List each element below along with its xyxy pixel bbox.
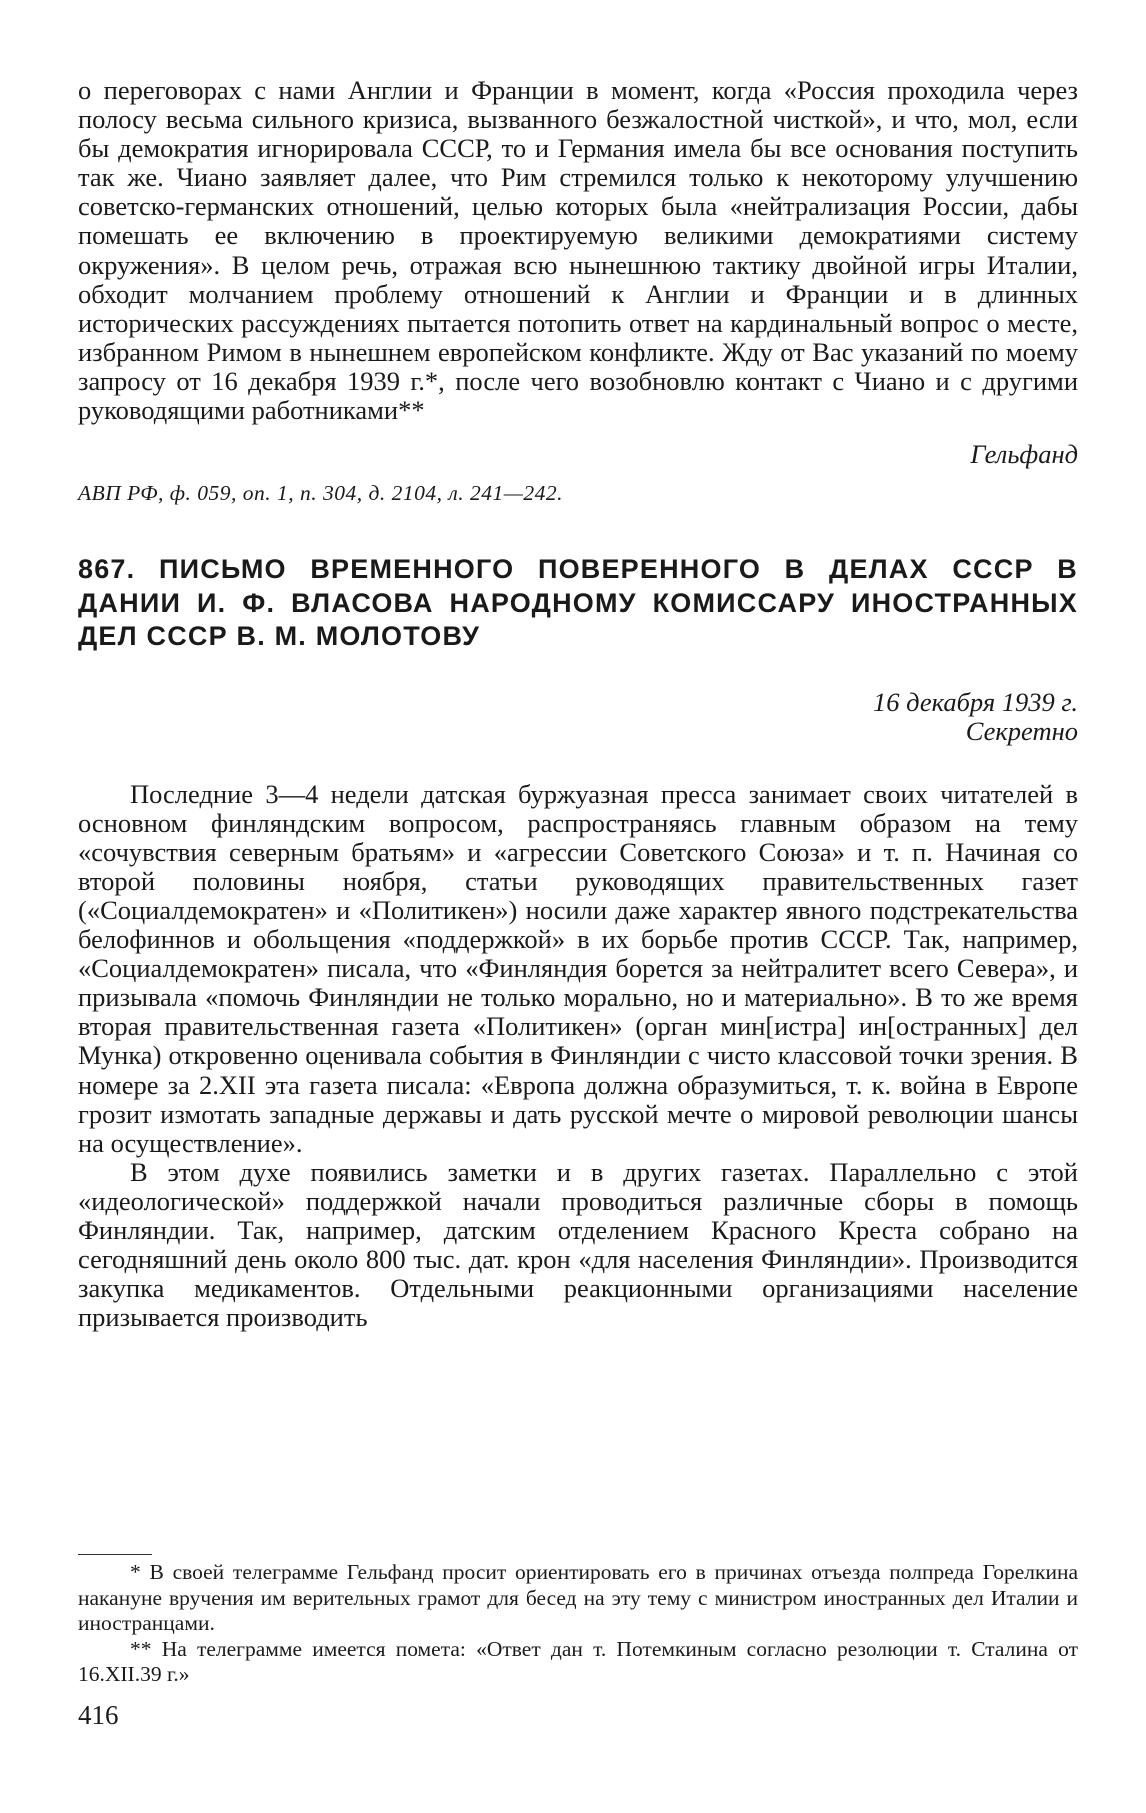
footnotes bbox=[78, 1560, 1078, 1688]
document-heading: 867. ПИСЬМО ВРЕМЕННОГО ПОВЕРЕННОГО В ДЕЛАХ СССР В ДАНИИ И. Ф. ВЛАСОВА НАРОДНОМУ КОМИССАРУ ИНОСТРАННЫХ ДЕЛ СССР В. М. МОЛОТОВУ bbox=[78, 554, 1078, 652]
page-number: 416 bbox=[78, 1700, 119, 1730]
footnote-separator bbox=[78, 1554, 152, 1555]
letter-paragraph: Последние 3—4 недели датская буржуазная пресса занимает своих читателей в основном финляндским вопросом, распространяясь главным образом на тему «сочувствия северным братьям» и «агрессии Советского Союза» и т. п. Начиная со второй половины ноября, статьи руководящих правительственных газет («Социалдемократен» и «Политикен») носили даже характер явного подстрекательства белофиннов и обольщения «поддержкой» в их борьбе против СССР. Так, например, «Социалдемократен» писала, что «Финляндия борется за нейтралитет всего Севера», и призывала «помочь Финляндии не только морально, но и материально». В то же время вторая правительственная газета «Политикен» (орган мин[истра] ин[остранных] дел Мунка) откровенно оценивала события в Финляндии с чисто классовой точки зрения. В номере за 2.XII эта газета писала: «Европа должна образумиться, т. к. война в Европе грозит измотать западные державы и дать русской мечте о мировой революции шансы на осуществление». bbox=[78, 778, 1078, 1158]
letter-body bbox=[78, 780, 1078, 1333]
document-date: 16 декабря 1939 г. bbox=[872, 686, 1078, 717]
previous-document-paragraph: о переговорах с нами Англии и Франции в момент, когда «Россия проходила через полосу весьма сильного кризиса, вызванного безжалостной чисткой», и что, мол, если бы демократия игнорировала СССР, то и Германия имела бы все основания поступить так же. Чиано заявляет далее, что Рим стремился только к некоторому улучшению советско-германских отношений, целью которых была «нейтрализация России, дабы помешать ее включению в проектируемую великими демократиями систему окружения». В целом речь, отражая всю нынешнюю тактику двойной игры Италии, обходит молчанием проблему отношений к Англии и Франции и в длинных исторических рассуждениях пытается потопить ответ на кардинальный вопрос о месте, избранном Римом в нынешнем европейском конфликте. Жду от Вас указаний по моему запросу от 16 декабря 1939 г.*, после чего возобновлю контакт с Чиано и с другими руководящими работниками** bbox=[78, 75, 1078, 426]
main-text-column bbox=[78, 76, 1078, 1332]
letter-paragraph: В этом духе появились заметки и в других газетах. Параллельно с этой «идеологической» поддержкой начали проводиться различные сборы в помощь Финляндии. Так, например, датским отделением Красного Креста собрано на сегодняшний день около 800 тыс. дат. крон «для населения Финляндии». Производится закупка медикаментов. Отдельными реакционными организациями население призывается производить bbox=[78, 1156, 1078, 1333]
signature: Гельфанд bbox=[970, 439, 1078, 470]
footnote: * В своей телеграмме Гельфанд просит ориентировать его в причинах отъезда полпреда Горелкина накануне вручения им верительных грамот для бесед на эту тему с министром иностранных дел Италии и иностранцами. bbox=[78, 1560, 1078, 1636]
classification-mark: Секретно bbox=[965, 715, 1078, 746]
footnote: ** На телеграмме имеется помета: «Ответ дан т. Потемкиным согласно резолюции т. Сталина от 16.XII.39 г.» bbox=[78, 1636, 1078, 1687]
archive-reference: АВП РФ, ф. 059, оп. 1, п. 304, д. 2104, л. 241—242. bbox=[78, 481, 564, 506]
